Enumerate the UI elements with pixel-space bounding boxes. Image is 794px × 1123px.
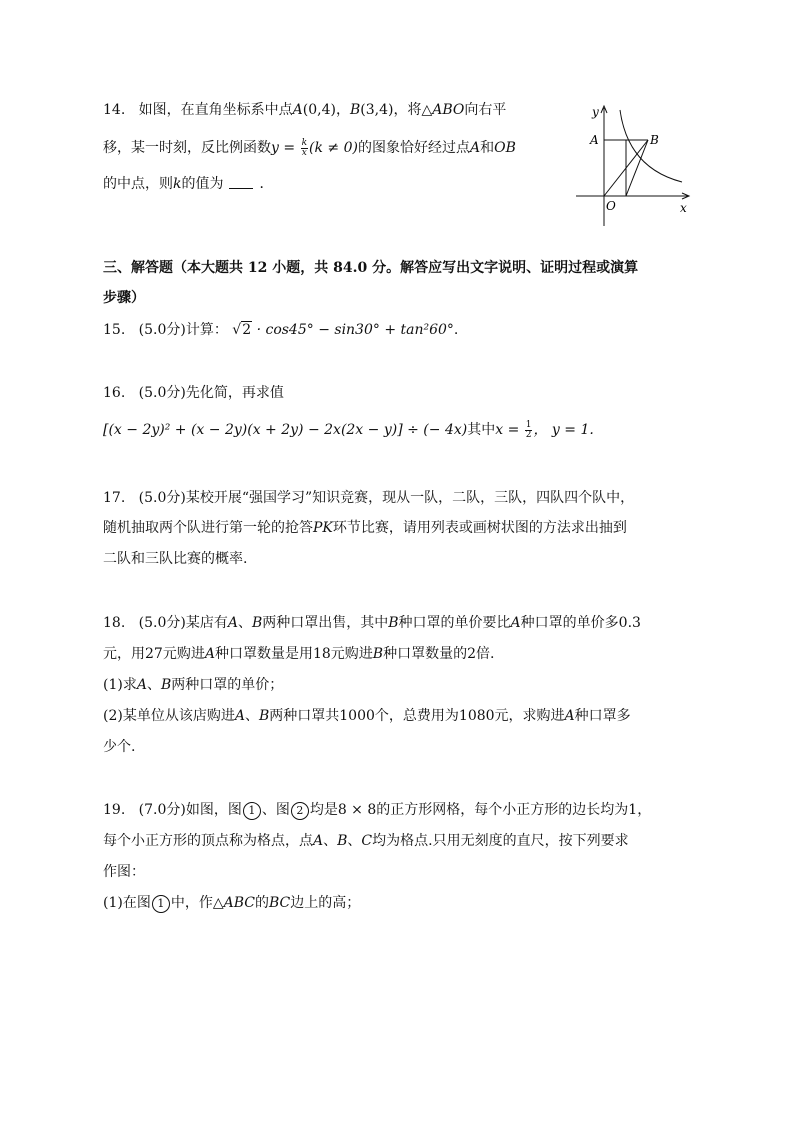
question-number: 19. <box>103 802 126 818</box>
q19-part-1: (1)在图 1 中，作△ABC的BC边上的高； <box>103 895 361 911</box>
circled-1: 1 <box>152 895 170 913</box>
q18-line-2: 元，用27元购进A种口罩数量是用18元购进B种口罩数量的2倍. <box>103 646 495 662</box>
circled-1: 1 <box>243 802 261 820</box>
question-18: 18. (5.0分)某店有A、B两种口罩出售，其中B种口罩的单价要比A种口罩的单价多0.3 <box>103 615 641 631</box>
question-number: 15. <box>103 322 126 338</box>
q17-line-3: 二队和三队比赛的概率. <box>103 551 248 567</box>
question-number: 16. <box>103 385 126 401</box>
question-number: 17. <box>103 490 126 506</box>
fraction-one-half: $\frac{1}{2}$ <box>525 419 532 440</box>
fraction-k-over-x: $\frac{k}{x}$ <box>301 137 308 158</box>
q16-expression: [(x − 2y)² + (x − 2y)(x + 2y) − 2x(2x − y)] ÷ (− 4x)其中x = $\frac{1}{2}$ ， y = 1. <box>103 419 594 440</box>
q19-line-3: 作图： <box>103 864 145 880</box>
question-15: 15. (5.0分)计算： √2 · cos45° − sin30° + tan²60°. <box>103 322 459 338</box>
label-y: y <box>592 105 599 119</box>
q14-line-3: 的中点，则k的值为 ． <box>103 176 274 192</box>
sqrt-2: √2 <box>232 322 252 338</box>
circled-2: 2 <box>291 802 309 820</box>
section-3-heading: 三、解答题（本大题共 12 小题，共 84.0 分。解答应写出文字说明、证明过程或演算 <box>103 260 639 276</box>
q18-part-2-cont: 少个. <box>103 739 136 755</box>
label-O: O <box>606 199 616 213</box>
q17-line-2: 随机抽取两个队进行第一轮的抢答PK环节比赛，请用列表或画树状图的方法求出抽到 <box>103 520 627 536</box>
question-number: 14. <box>103 102 126 118</box>
q18-part-1: (1)求A、B两种口罩的单价； <box>103 677 284 693</box>
question-19: 19. (7.0分)如图，图 1 、图 2 均是8 × 8的正方形网格，每个小正方形的边长均为1， <box>103 802 652 818</box>
q14-line-1: 14. 如图，在直角坐标系中点A(0,4)，B(3,4)，将△ABO向右平 <box>103 102 507 118</box>
question-17: 17. (5.0分)某校开展“强国学习”知识竞赛，现从一队，二队，三队，四队四个队中， <box>103 490 635 506</box>
q14-line-2: 移，某一时刻，反比例函数y = $\frac{k}{x}$ (k ≠ 0)的图象恰好经过点A和OB <box>103 137 516 158</box>
question-number: 18. <box>103 615 126 631</box>
q18-part-2: (2)某单位从该店购进A、B两种口罩共1000个，总费用为1080元，求购进A种口罩多 <box>103 708 631 724</box>
shifted-hypotenuse <box>626 140 648 196</box>
label-B: B <box>650 133 659 147</box>
label-A: A <box>590 133 599 147</box>
q19-line-2: 每个小正方形的顶点称为格点，点A、B、C均为格点.只用无刻度的直尺，按下列要求 <box>103 833 629 849</box>
label-x: x <box>680 201 687 215</box>
answer-blank <box>229 174 253 189</box>
q14-coordinate-figure <box>570 98 694 230</box>
section-3-heading-cont: 步骤） <box>103 290 145 306</box>
question-16: 16. (5.0分)先化简，再求值 <box>103 385 284 401</box>
